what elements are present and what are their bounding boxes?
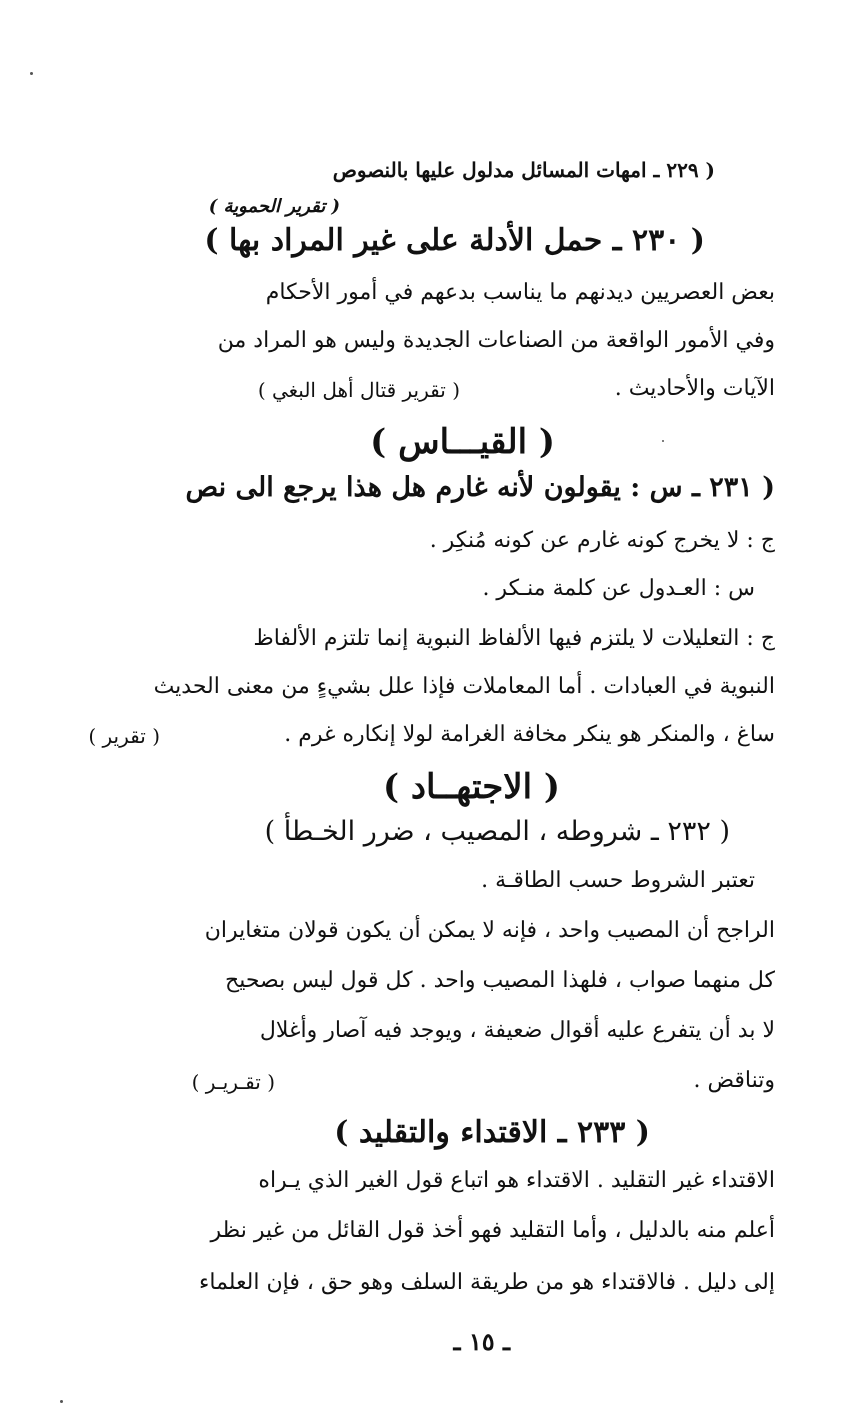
paragraph-line: أعلم منه بالدليل ، وأما التقليد فهو أخذ قول القائل من غير نظر <box>210 1218 775 1243</box>
answer-line: ج : التعليلات لا يلتزم فيها الألفاظ النبوية إنما تلتزم الألفاظ <box>253 626 775 651</box>
paragraph-line: إلى دليل . فالاقتداء هو من طريقة السلف وهو حق ، فإن العلماء <box>199 1270 775 1295</box>
heading-232: ( ٢٣٢ ـ شروطه ، المصيب ، ضرر الخـطأ ) <box>264 816 730 847</box>
paragraph-line: الراجح أن المصيب واحد ، فإنه لا يمكن أن يكون قولان متغايران <box>204 918 775 943</box>
heading-233: ( ٢٣٣ ـ الاقتداء والتقليد ) <box>334 1115 650 1150</box>
heading-229: ( ٢٢٩ ـ امهات المسائل مدلول عليها بالنصوص <box>332 158 715 182</box>
page-number: ـ ١٥ ـ <box>453 1327 510 1356</box>
question-line: س : العـدول عن كلمة منـكر . <box>482 576 755 601</box>
paragraph-line: وفي الأمور الواقعة من الصناعات الجديدة وليس هو المراد من <box>217 328 775 353</box>
scan-speck <box>30 72 33 75</box>
section-heading-qiyas: ( القيـــاس ) <box>370 422 555 462</box>
paragraph-line: تعتبر الشروط حسب الطاقـة . <box>481 868 755 893</box>
scan-speck <box>60 1400 63 1403</box>
source-note: ( تقرير الحموية ) <box>208 196 340 217</box>
paragraph-line: الآيات والأحاديث . <box>614 376 775 401</box>
paragraph-line: كل منهما صواب ، فلهذا المصيب واحد . كل قول ليس بصحيح <box>225 968 775 993</box>
paragraph-line: وتناقض . <box>693 1068 775 1093</box>
answer-line: النبوية في العبادات . أما المعاملات فإذا علل بشيءٍ من معنى الحديث <box>153 674 775 699</box>
heading-230: ( ٢٣٠ ـ حمل الأدلة على غير المراد بها ) <box>204 223 705 258</box>
answer-line: ج : لا يخرج كونه غارم عن كونه مُنكِر . <box>429 528 775 553</box>
source-note: ( تقرير ) <box>88 724 160 748</box>
paragraph-line: بعض العصريين ديدنهم ما يناسب بدعهم في أمور الأحكام <box>265 280 775 305</box>
answer-line: ساغ ، والمنكر هو ينكر مخافة الغرامة لولا إنكاره غرم . <box>284 722 775 747</box>
paragraph-line: لا بد أن يتفرع عليه أقوال ضعيفة ، ويوجد فيه آصار وأغلال <box>259 1018 775 1043</box>
paragraph-line: الاقتداء غير التقليد . الاقتداء هو اتباع قول الغير الذي يـراه <box>258 1168 775 1193</box>
source-note: ( تقرير قتال أهل البغي ) <box>257 378 460 402</box>
question-231: ( ٢٣١ ـ س : يقولون لأنه غارم هل هذا يرجع الى نص <box>185 472 775 503</box>
source-note: ( تقـريـر ) <box>191 1070 275 1094</box>
scan-speck <box>662 440 664 442</box>
section-heading-ijtihad: ( الاجتهــاد ) <box>382 767 560 807</box>
